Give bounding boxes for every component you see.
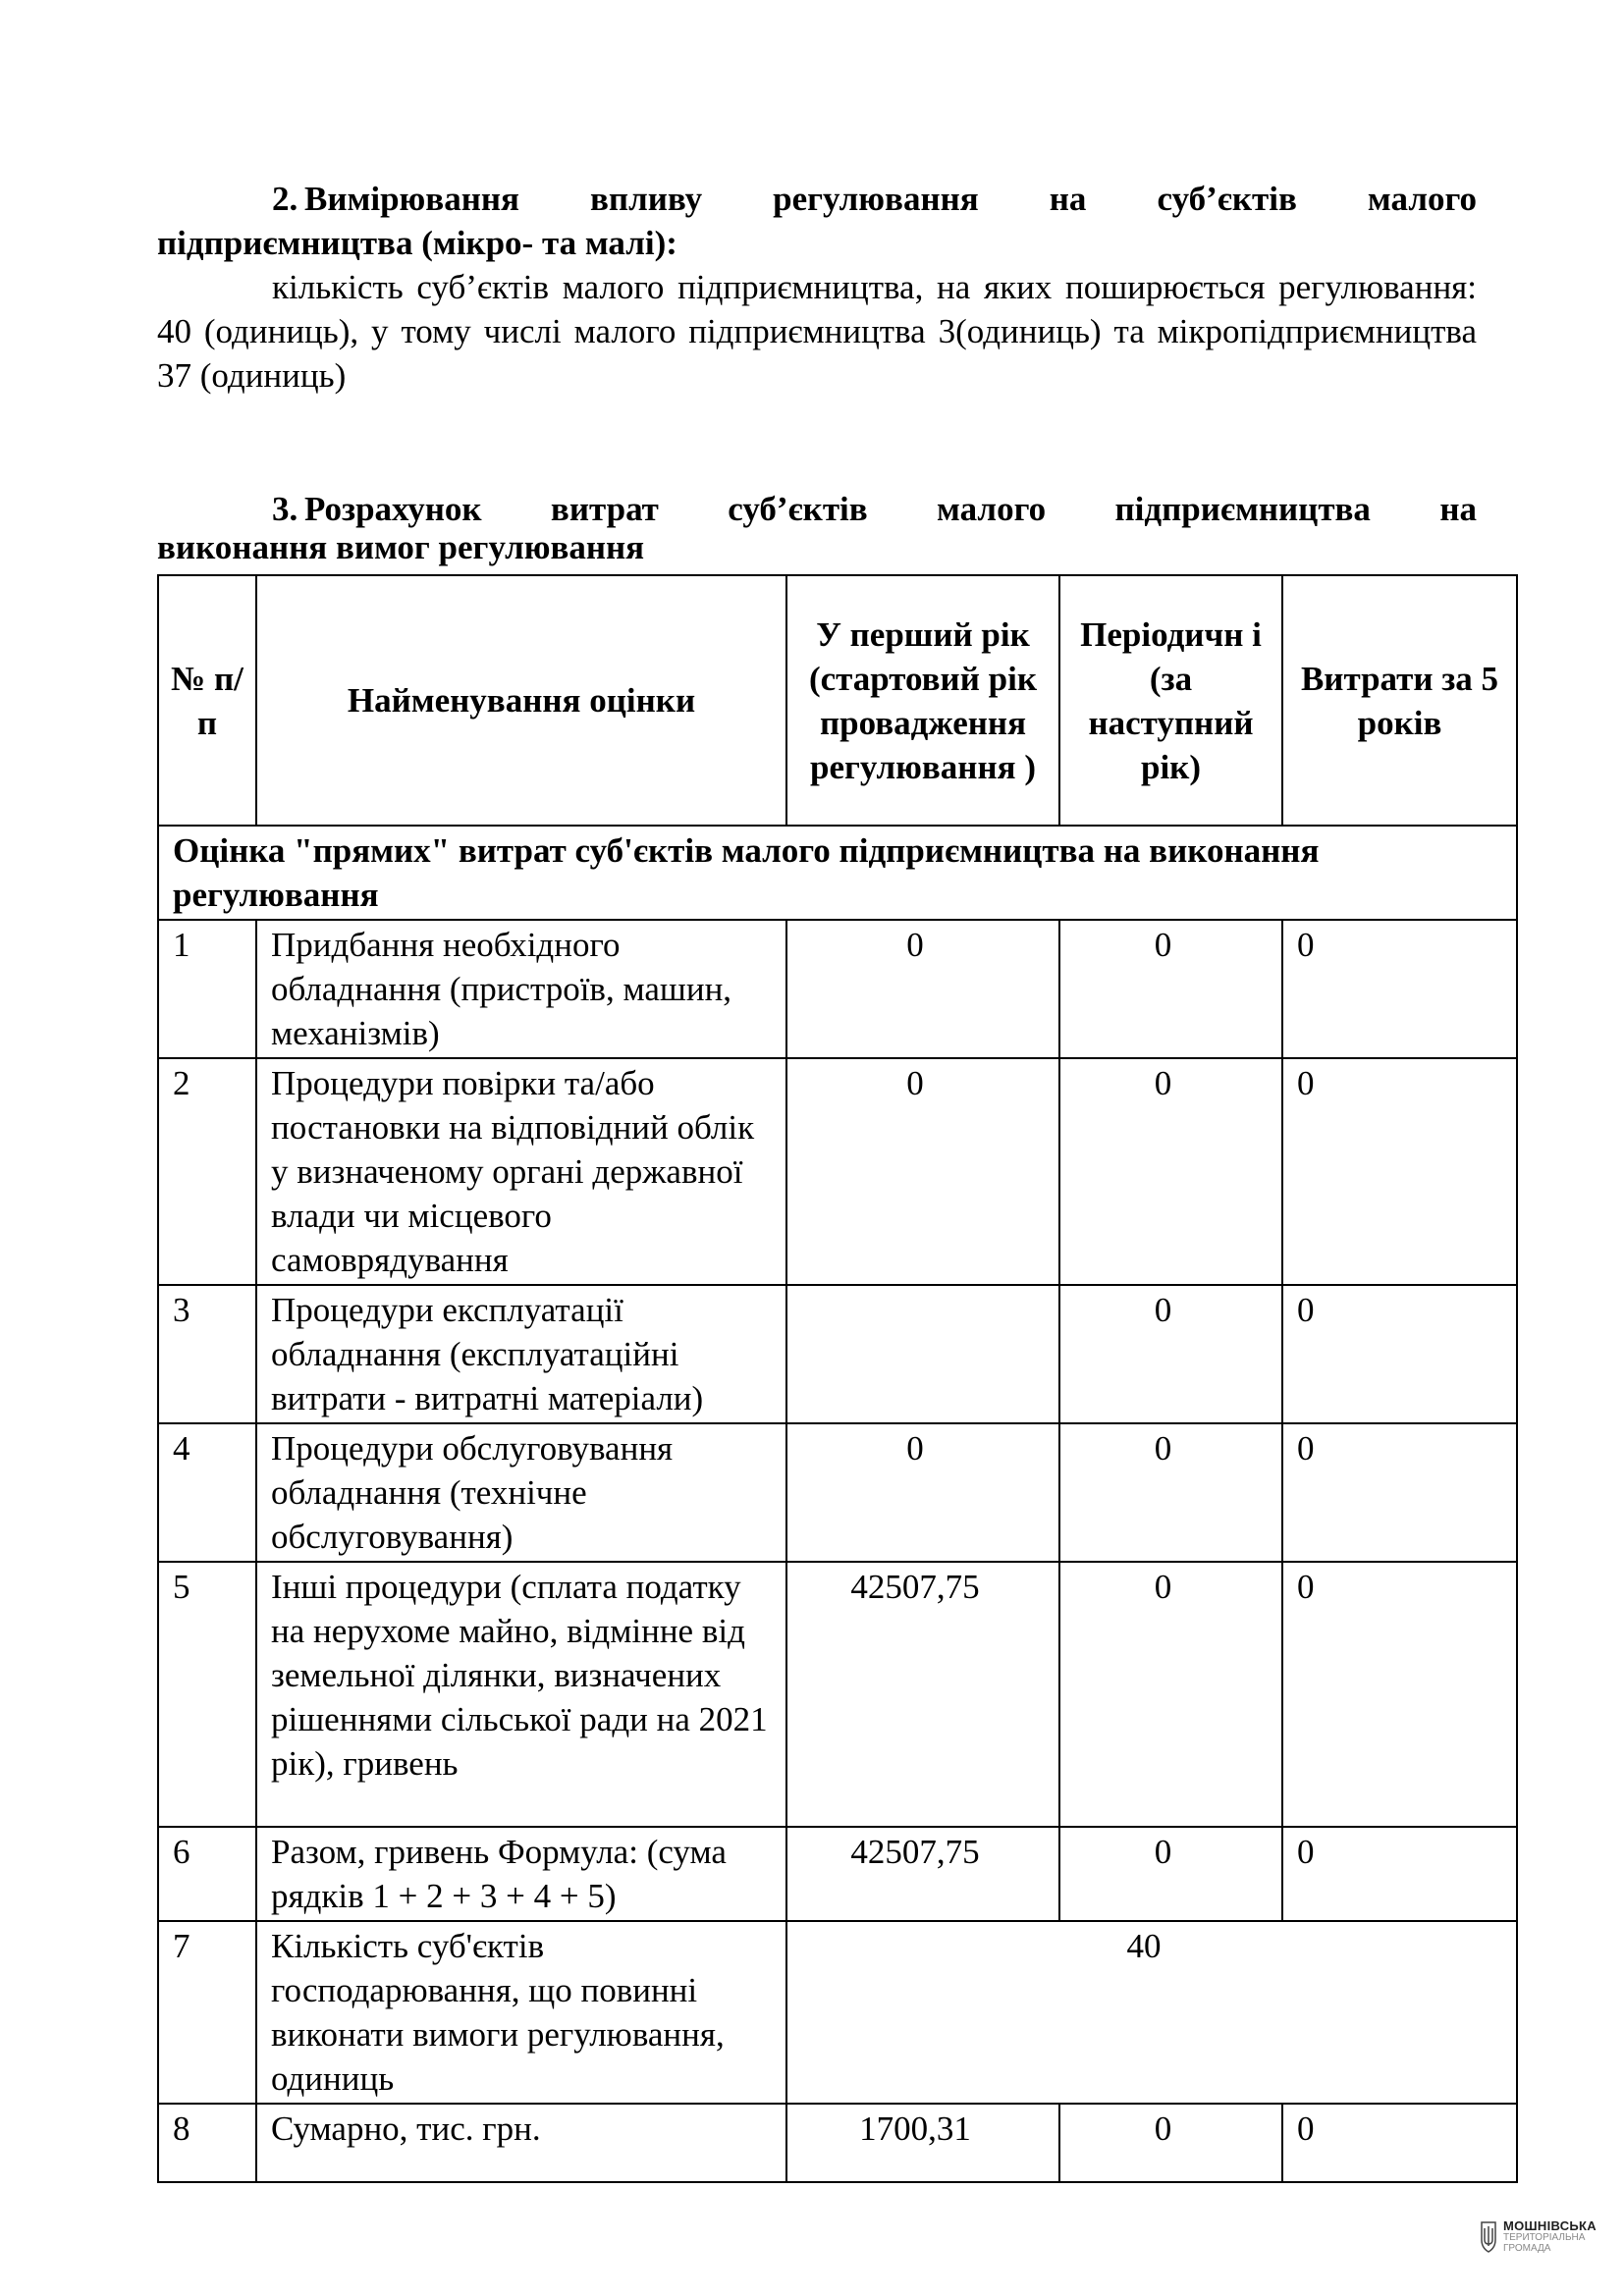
row-num: 8 (158, 2104, 256, 2182)
row-name: Сумарно, тис. грн. (256, 2104, 786, 2182)
row-num: 1 (158, 920, 256, 1058)
row-first-year: 1700,31 (786, 2104, 1059, 2182)
table-row (158, 2104, 1517, 2182)
row-periodic: 0 (1059, 1827, 1282, 1921)
row-name: Кількість суб'єктів господарювання, що повинні виконати вимоги регулювання, одиниць (256, 1921, 786, 2104)
row-first-year: 42507,75 (786, 1562, 1059, 1827)
community-logo (1480, 2218, 1617, 2258)
trident-icon (1480, 2218, 1497, 2254)
table-row (158, 920, 1517, 1058)
header-periodic: Періодичн і (за наступний рік) (1059, 575, 1282, 826)
row-first-year: 0 (786, 1058, 1059, 1285)
row-num: 7 (158, 1921, 256, 2104)
row-num: 5 (158, 1562, 256, 1827)
logo-line1: МОШНІВСЬКА (1503, 2218, 1597, 2233)
section-3-title-line1: 3. Розрахунок витрат суб’єктів малого підприємництва на (157, 487, 1477, 531)
row-five-years: 0 (1282, 920, 1517, 1058)
table-subheader-row (158, 826, 1517, 920)
section-3-title-line2: виконання вимог регулювання (157, 528, 645, 566)
table-row (158, 1423, 1517, 1562)
row-name: Процедури обслуговування обладнання (технічне обслуговування) (256, 1423, 786, 1562)
table-row (158, 1562, 1517, 1827)
row-periodic: 0 (1059, 920, 1282, 1058)
row-name: Процедури експлуатації обладнання (експлуатаційні витрати - витратні матеріали) (256, 1285, 786, 1423)
table-row (158, 1285, 1517, 1423)
header-name: Найменування оцінки (256, 575, 786, 826)
row-num: 2 (158, 1058, 256, 1285)
row-periodic: 0 (1059, 1058, 1282, 1285)
row-num: 4 (158, 1423, 256, 1562)
row-name: Разом, гривень Формула: (сума рядків 1 + 2 + 3 + 4 + 5) (256, 1827, 786, 1921)
table-header-row (158, 575, 1517, 826)
table-row (158, 1058, 1517, 1285)
logo-line2: ТЕРИТОРІАЛЬНА ГРОМАДА (1503, 2232, 1586, 2254)
row-five-years: 0 (1282, 1423, 1517, 1562)
row-first-year (786, 1285, 1059, 1423)
section-2-paragraph: кількість суб’єктів малого підприємництва, на яких поширюється регулювання: 40 (одиниць), у тому числі малого підприємництва 3(одиниць) та мікропідприємництва 37 (одиниць) (157, 268, 1477, 395)
row-five-years: 0 (1282, 1562, 1517, 1827)
row-name: Інші процедури (сплата податку на нерухоме майно, відмінне від земельної ділянки, визначених рішеннями сільської ради на 2021 рік), гривень (256, 1562, 786, 1827)
header-num: № п/п (158, 575, 256, 826)
table-row (158, 1921, 1517, 2104)
section-2-title-line2: підприємництва (мікро- та малі): (157, 224, 677, 262)
row-five-years: 0 (1282, 2104, 1517, 2182)
row-five-years: 0 (1282, 1827, 1517, 1921)
row-num: 6 (158, 1827, 256, 1921)
row-name: Придбання необхідного обладнання (пристроїв, машин, механізмів) (256, 920, 786, 1058)
row-five-years: 0 (1282, 1058, 1517, 1285)
section-3-number: 3. (272, 490, 298, 528)
row-periodic: 0 (1059, 1562, 1282, 1827)
row-periodic: 0 (1059, 2104, 1282, 2182)
row-merged-value: 40 (786, 1921, 1517, 2104)
subheader-direct-costs: Оцінка "прямих" витрат суб'єктів малого підприємництва на виконання регулювання (158, 826, 1517, 920)
row-first-year: 0 (786, 920, 1059, 1058)
row-first-year: 42507,75 (786, 1827, 1059, 1921)
row-first-year: 0 (786, 1423, 1059, 1562)
section-2-title-line1: 2. Вимірювання впливу регулювання на суб’єктів малого (157, 177, 1477, 221)
header-five-years: Витрати за 5 років (1282, 575, 1517, 826)
row-five-years: 0 (1282, 1285, 1517, 1423)
row-num: 3 (158, 1285, 256, 1423)
row-periodic: 0 (1059, 1423, 1282, 1562)
cost-table (157, 574, 1518, 2183)
header-first-year: У перший рік (стартовий рік провадження регулювання ) (786, 575, 1059, 826)
row-name: Процедури повірки та/або постановки на відповідний облік у визначеному органі державної влади чи місцевого самоврядування (256, 1058, 786, 1285)
table-row (158, 1827, 1517, 1921)
row-periodic: 0 (1059, 1285, 1282, 1423)
section-2 (157, 177, 1477, 398)
section-2-number: 2. (272, 180, 298, 218)
